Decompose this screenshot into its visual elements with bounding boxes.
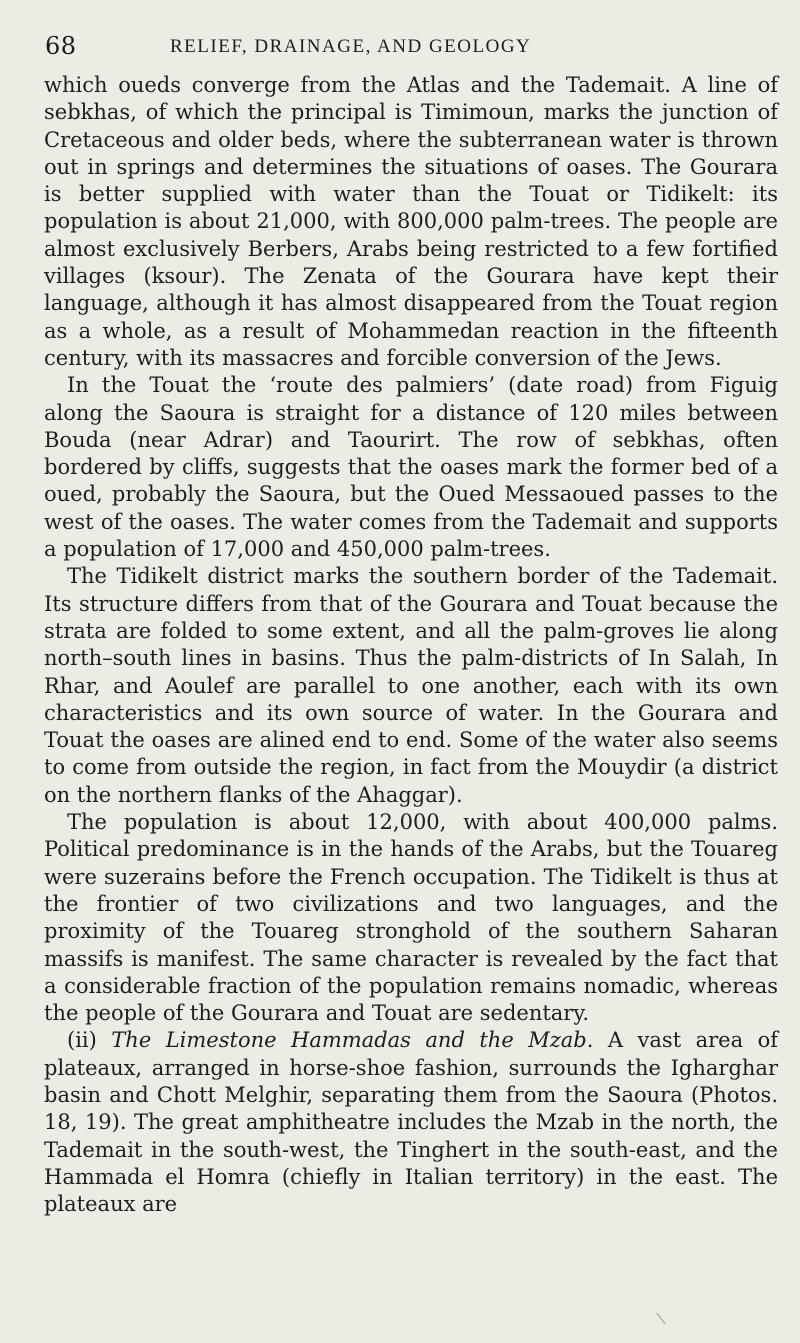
paragraph-4: The population is about 12,000, with about 400,000 palms. Political predominance is in the hands of the Arabs, but the Touareg were suzerains before the French occupation. The Tidikelt is thus at the frontier of two civilizations and two languages, and the proximity of the Touareg stronghold of the southern Saharan massifs is manifest. The same character is revealed by the fact that a considerable fraction of the population remains nomadic, whereas the people of the Gourara and Touat are sedentary. <box>44 810 778 1026</box>
body-text <box>44 72 778 1218</box>
running-head <box>22 12 778 72</box>
scan-mark <box>656 1313 665 1325</box>
section-number: (ii) <box>67 1028 112 1053</box>
running-title: RELIEF, DRAINAGE, AND GEOLOGY <box>170 36 532 57</box>
page-number: 68 <box>45 32 77 60</box>
section-text: A vast area of plateaux, arranged in horse-shoe fashion, surrounds the Igharghar basin and Chott Melghir, separating them from the Saoura (Photos. 18, 19). The great amphitheatre includes the Mzab in the north, the Tademait in the south-west, the Tinghert in the south-east, and the Hammada el Homra (chiefly in Italian territory) in the east. The plateaux are <box>44 1028 779 1217</box>
paragraph-2: In the Touat the ‘route des palmiers’ (date road) from Figuig along the Saoura is straight for a distance of 120 miles between Bouda (near Adrar) and Taourirt. The row of sebkhas, often bordered by cliffs, suggests that the oases mark the former bed of a oued, probably the Saoura, but the Oued Messaoued passes to the west of the oases. The water comes from the Tademait and supports a population of 17,000 and 450,000 palm-trees. <box>44 373 778 562</box>
paragraph-1: which oueds converge from the Atlas and the Tademait. A line of sebkhas, of which the principal is Timimoun, marks the junction of Cretaceous and older beds, where the subterranean water is thrown out in springs and determines the situations of oases. The Gourara is better supplied with water than the Touat or Tidikelt: its population is about 21,000, with 800,000 palm-trees. The people are almost exclusively Berbers, Arabs being restricted to a few fortified villages (ksour). The Zenata of the Gourara have kept their language, although it has almost disappeared from the Touat region as a whole, as a result of Mohammedan reaction in the fifteenth century, with its massacres and forcible conversion of the Jews. <box>44 73 778 370</box>
section-heading: The Limestone Hammadas and the Mzab. <box>111 1028 594 1053</box>
paragraph-3: The Tidikelt district marks the southern border of the Tademait. Its structure differs from that of the Gourara and Touat because the strata are folded to some extent, and all the palm-groves lie along north–south lines in basins. Thus the palm-districts of In Salah, In Rhar, and Aoulef are parallel to one another, each with its own characteristics and its own source of water. In the Gourara and Touat the oases are alined end to end. Some of the water also seems to come from outside the region, in fact from the Mouydir (a district on the northern flanks of the Ahaggar). <box>44 564 778 807</box>
paragraph-5 <box>44 1027 778 1218</box>
